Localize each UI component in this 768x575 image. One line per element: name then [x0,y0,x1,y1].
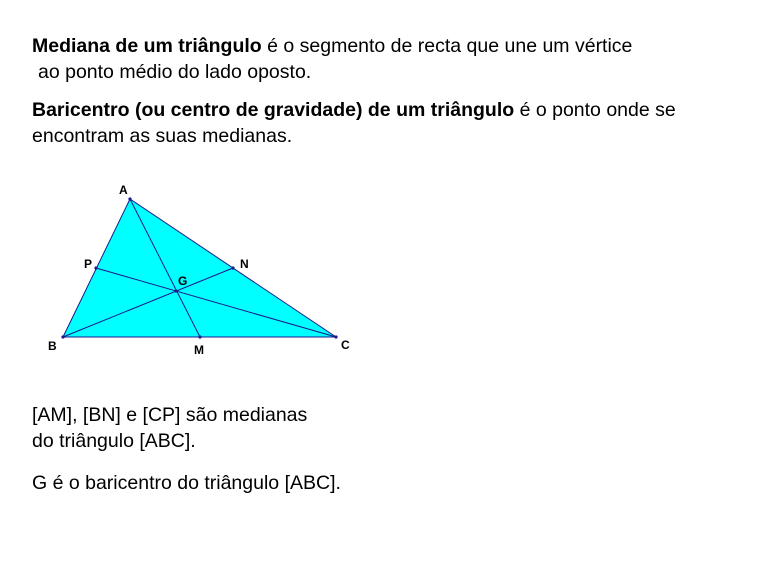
label-g: G [178,274,188,288]
medians-note-line1: [AM], [BN] e [CP] são medianas [32,404,308,426]
label-n: N [240,257,249,271]
label-a: A [119,183,128,197]
median-definition-text-line2: ao ponto médio do lado oposto. [38,61,312,83]
centroid-note: G é o baricentro do triângulo [ABC]. [32,472,341,494]
centroid-definition-text: é o ponto onde se encontram as suas medianas. [32,99,676,147]
point-b [61,335,64,338]
point-p [94,266,97,269]
point-g [174,289,177,292]
label-m: M [194,343,204,357]
point-a [128,197,131,200]
triangle-abc [63,199,336,337]
point-c [334,335,337,338]
point-n [231,266,234,269]
centroid-term: Baricentro (ou centro de gravidade) de um triângulo [32,99,515,121]
triangle-figure [0,170,400,370]
label-b: B [48,339,57,353]
label-p: P [84,257,93,271]
centroid-definition [32,97,752,149]
median-term: Mediana de um triângulo [32,35,262,57]
label-c: C [341,338,350,352]
median-definition [32,33,752,85]
medians-note [32,402,432,454]
medians-note-line2: do triângulo [ABC]. [32,430,196,452]
median-definition-text: é o segmento de recta que une um vértice [261,35,633,57]
point-m [198,335,201,338]
